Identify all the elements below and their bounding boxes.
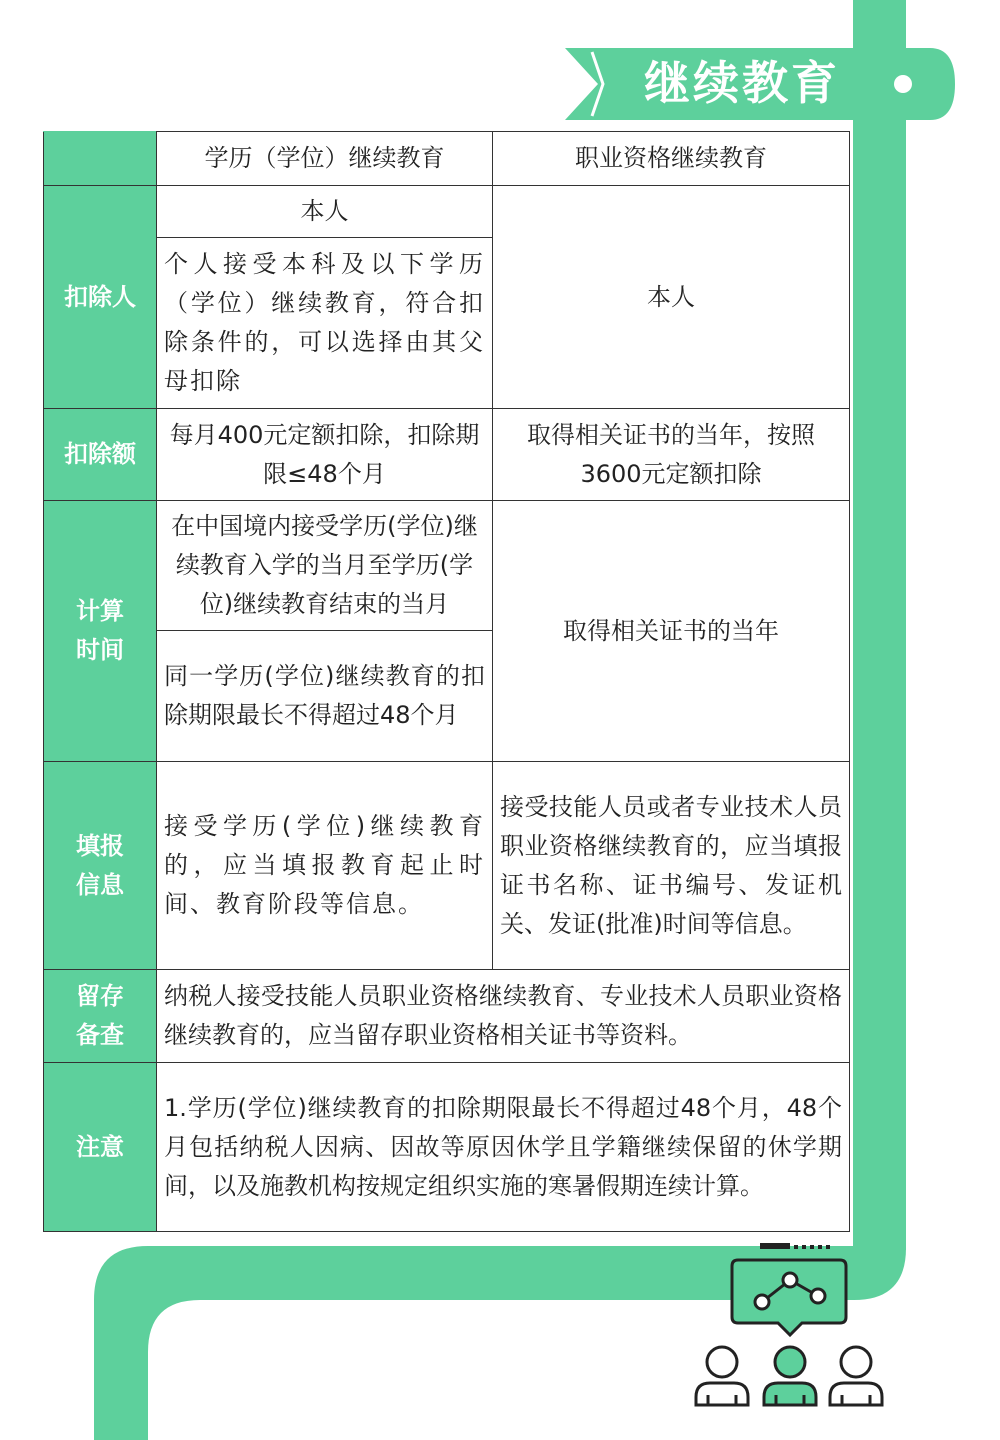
column-header-prof: 职业资格继续教育 <box>493 132 850 186</box>
deductor-edu-main: 本人 <box>157 186 493 238</box>
row-note <box>44 1063 850 1232</box>
archive-text: 纳税人接受技能人员职业资格继续教育、专业技术人员职业资格继续教育的，应当留存职业资格相关证书等资料。 <box>157 970 850 1063</box>
row-amount <box>44 409 850 501</box>
column-header-edu: 学历（学位）继续教育 <box>157 132 493 186</box>
page-title: 继续教育 <box>644 56 840 110</box>
row-header-note: 注意 <box>44 1063 157 1232</box>
title-dot <box>894 75 912 93</box>
report-prof: 接受技能人员或者专业技术人员职业资格继续教育的，应当填报证书名称、证书编号、发证机关、发证(批准)时间等信息。 <box>493 762 850 970</box>
discussion-illustration <box>690 1235 890 1425</box>
report-edu: 接受学历(学位)继续教育的，应当填报教育起止时间、教育阶段等信息。 <box>157 762 493 970</box>
row-report <box>44 762 850 970</box>
deductor-prof: 本人 <box>493 186 850 409</box>
speech-bubble-network-icon <box>732 1243 846 1335</box>
row-header-amount: 扣除额 <box>44 409 157 501</box>
period-prof: 取得相关证书的当年 <box>493 501 850 762</box>
note-text: 1.学历(学位)继续教育的扣除期限最长不得超过48个月，48个月包括纳税人因病、因故等原因休学且学籍继续保留的休学期间，以及施教机构按规定组织实施的寒暑假期连续计算。 <box>157 1063 850 1232</box>
corner-cell <box>44 132 157 186</box>
row-archive <box>44 970 850 1063</box>
info-table <box>43 131 850 1232</box>
row-header-period: 计算时间 <box>44 501 157 762</box>
period-edu-note: 同一学历(学位)继续教育的扣除期限最长不得超过48个月 <box>157 631 493 762</box>
table-header-row <box>44 132 850 186</box>
amount-prof: 取得相关证书的当年，按照3600元定额扣除 <box>493 409 850 501</box>
row-period <box>44 501 850 631</box>
period-edu-main: 在中国境内接受学历(学位)继续教育入学的当月至学历(学位)继续教育结束的当月 <box>157 501 493 631</box>
row-header-report: 填报信息 <box>44 762 157 970</box>
amount-edu: 每月400元定额扣除，扣除期限≤48个月 <box>157 409 493 501</box>
row-header-deductor: 扣除人 <box>44 186 157 409</box>
row-header-archive: 留存备查 <box>44 970 157 1063</box>
row-deductor <box>44 186 850 238</box>
deductor-edu-note: 个人接受本科及以下学历（学位）继续教育，符合扣除条件的，可以选择由其父母扣除 <box>157 238 493 409</box>
people-group-icon <box>696 1347 882 1405</box>
